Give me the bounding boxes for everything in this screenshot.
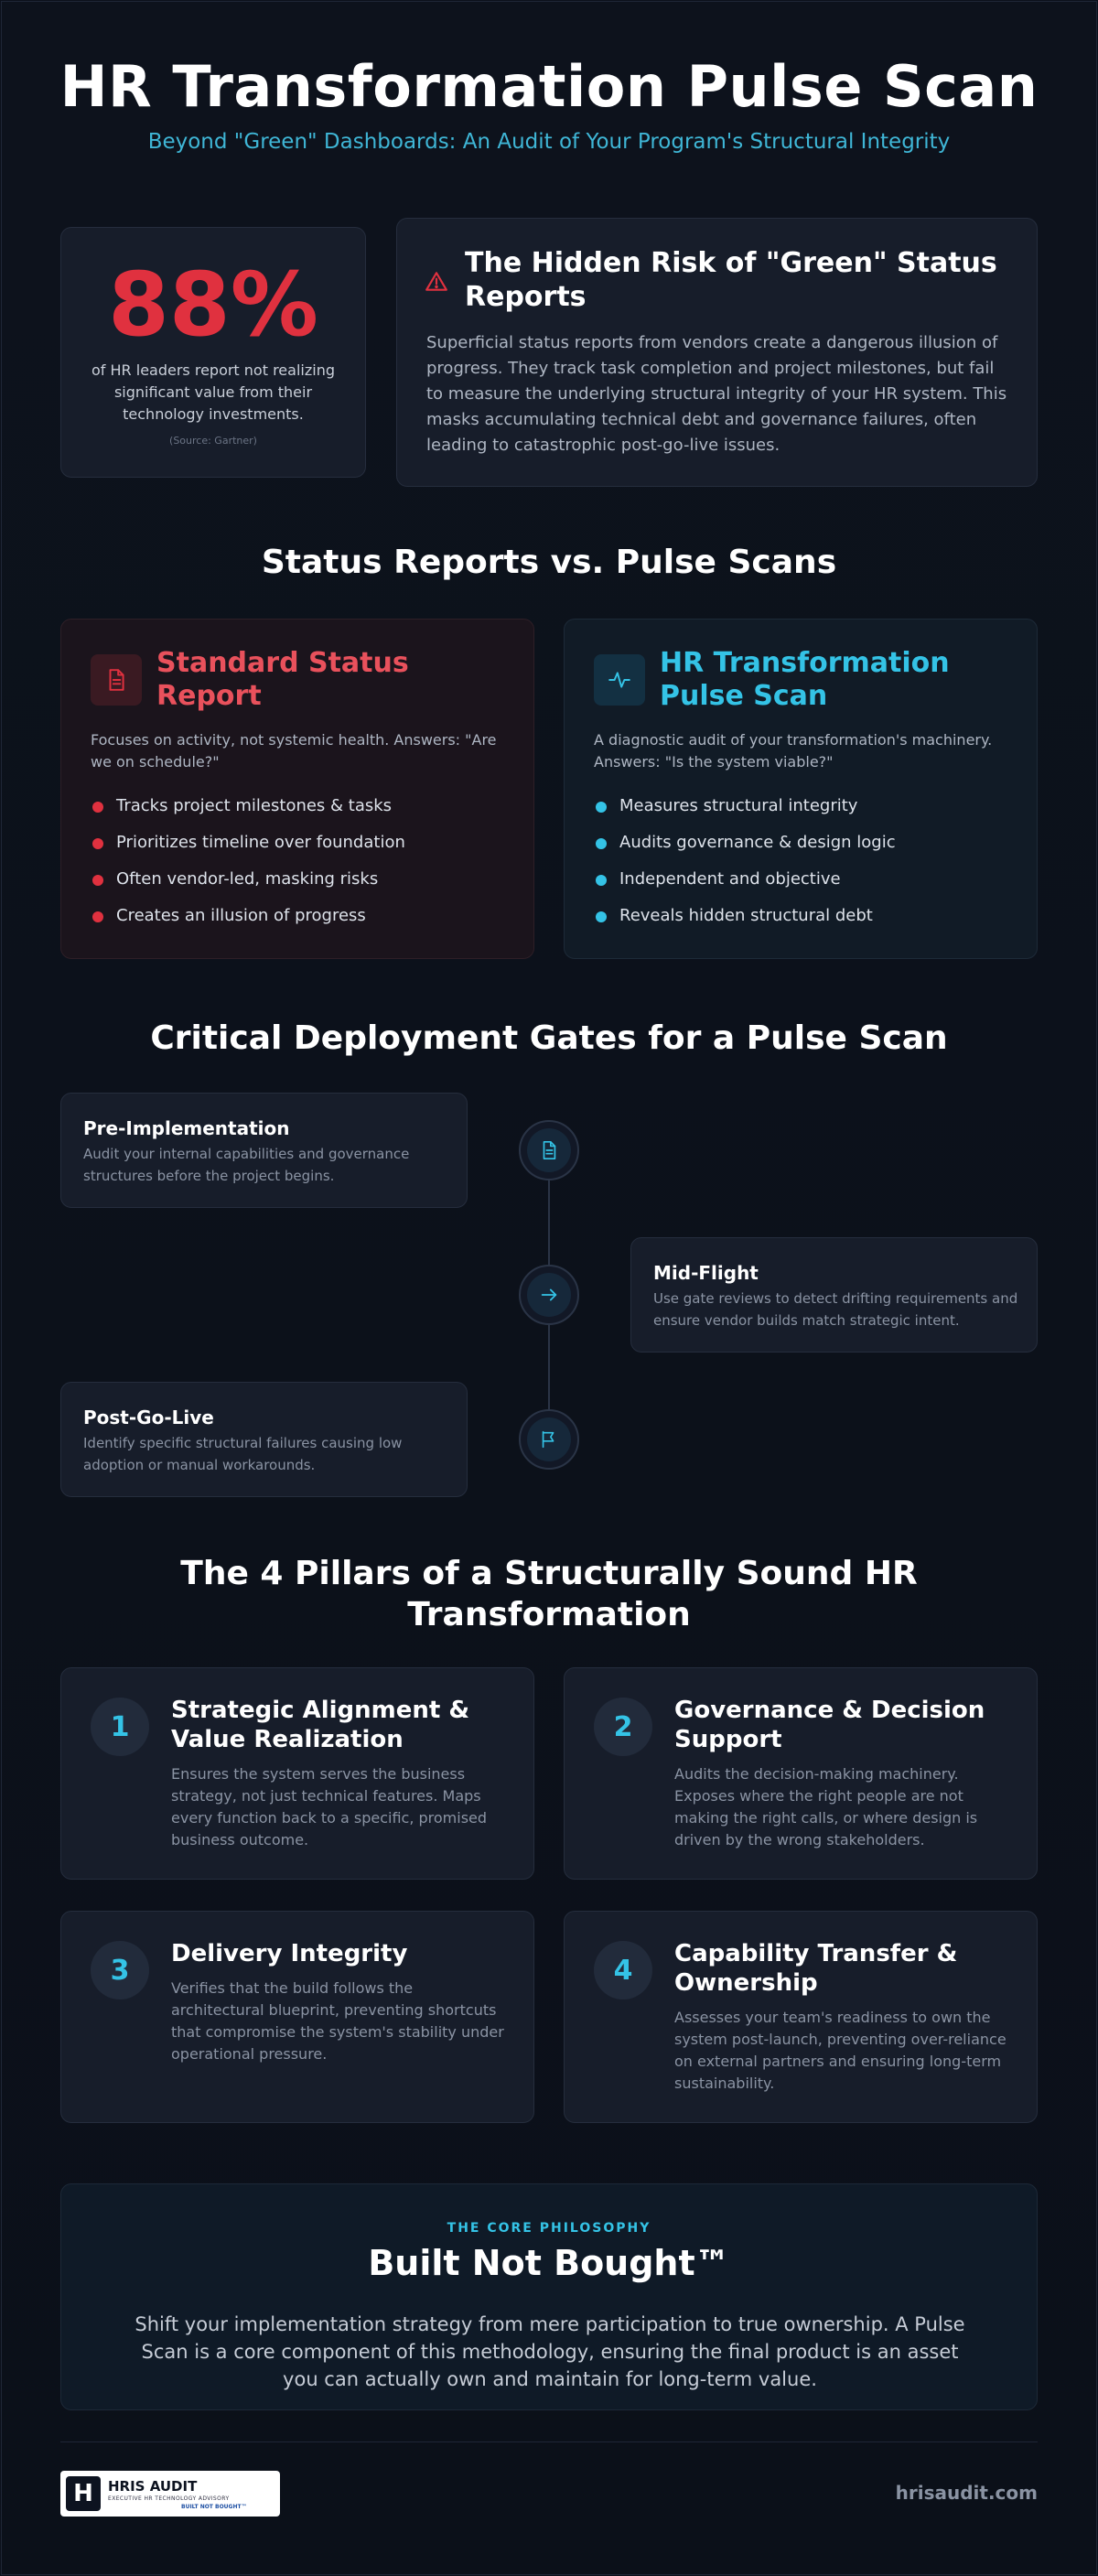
standard-report-list bbox=[91, 795, 511, 942]
gates-title: Critical Deployment Gates for a Pulse Scan bbox=[150, 1019, 948, 1057]
pillar-number: 4 bbox=[594, 1941, 652, 1999]
bullet-dot bbox=[596, 875, 607, 886]
stat-card bbox=[60, 227, 366, 478]
gate-card-pre-implementation: Pre-Implementation Audit your internal capabilities and governance structures before the project begins. bbox=[60, 1093, 468, 1208]
pillar-title: Capability Transfer & Ownership bbox=[674, 1940, 958, 1997]
stat-text: of HR leaders report not realizing significant value from their technology investments. bbox=[92, 361, 335, 423]
risk-card bbox=[396, 218, 1038, 487]
philosophy-body: Shift your implementation strategy from mere participation to true ownership. A Pulse Scan is a core component of this methodology, ensuring the final product is an asset you can actually own and maintain for long-term value. bbox=[135, 2313, 965, 2390]
logo-mark: H bbox=[66, 2476, 101, 2511]
pulse-icon bbox=[594, 654, 645, 706]
list-item: Creates an illusion of progress bbox=[91, 905, 511, 942]
stat-source: (Source: Gartner) bbox=[169, 435, 257, 447]
footer-divider bbox=[60, 2441, 1038, 2442]
document-icon bbox=[527, 1128, 571, 1172]
pillar-card-1 bbox=[60, 1667, 534, 1880]
list-item: Independent and objective bbox=[594, 868, 1015, 905]
bullet-dot bbox=[596, 838, 607, 849]
timeline-node-post-go-live bbox=[519, 1409, 579, 1470]
standard-report-card bbox=[60, 619, 534, 959]
document-icon bbox=[91, 654, 142, 706]
warning-triangle-icon bbox=[425, 270, 448, 297]
logo-tagline: EXECUTIVE HR TECHNOLOGY ADVISORY bbox=[108, 2495, 230, 2502]
stat-value: 88% bbox=[108, 253, 318, 356]
pulse-scan-title: HR Transformation Pulse Scan bbox=[660, 647, 950, 712]
timeline-node-pre-implementation bbox=[519, 1120, 579, 1180]
pillars-title: The 4 Pillars of a Structurally Sound HR Transformation bbox=[180, 1555, 918, 1633]
list-item: Reveals hidden structural debt bbox=[594, 905, 1015, 942]
philosophy-card bbox=[60, 2183, 1038, 2410]
risk-title: The Hidden Risk of "Green" Status Reports bbox=[465, 247, 997, 313]
standard-report-description: Focuses on activity, not systemic health. Answers: "Are we on schedule?" bbox=[91, 731, 497, 771]
pillar-number: 3 bbox=[91, 1941, 149, 1999]
pulse-scan-description: A diagnostic audit of your transformation's machinery. Answers: "Is the system viable?" bbox=[594, 731, 993, 771]
bullet-dot bbox=[92, 875, 103, 886]
list-item: Audits governance & design logic bbox=[594, 832, 1015, 868]
list-item: Often vendor-led, masking risks bbox=[91, 868, 511, 905]
bullet-dot bbox=[92, 802, 103, 813]
bullet-dot bbox=[596, 802, 607, 813]
pillar-card-4 bbox=[564, 1911, 1038, 2123]
pillar-description: Ensures the system serves the business strategy, not just technical features. Maps every function back to a specific, promised business outcome. bbox=[171, 1765, 488, 1848]
pillar-description: Audits the decision-making machinery. Exposes where the right people are not making the right calls, or where design is driven by the wrong stakeholders. bbox=[674, 1765, 978, 1848]
pillar-title: Strategic Alignment & Value Realization bbox=[171, 1697, 470, 1753]
gate-card-post-go-live: Post-Go-Live Identify specific structural failures causing low adoption or manual workarounds. bbox=[60, 1382, 468, 1497]
logo-name: HRIS AUDIT bbox=[108, 2478, 198, 2495]
pillar-description: Verifies that the build follows the architectural blueprint, preventing shortcuts that compromise the system's stability under operational pressure. bbox=[171, 1979, 504, 2063]
pillar-card-3 bbox=[60, 1911, 534, 2123]
pillar-number: 2 bbox=[594, 1698, 652, 1756]
pillar-title: Delivery Integrity bbox=[171, 1940, 408, 1967]
footer-site-link[interactable]: hrisaudit.com bbox=[895, 2482, 1038, 2504]
gate-card-mid-flight: Mid-Flight Use gate reviews to detect drifting requirements and ensure vendor builds match strategic intent. bbox=[630, 1237, 1038, 1353]
bullet-dot bbox=[92, 838, 103, 849]
bullet-dot bbox=[92, 911, 103, 922]
page-subtitle: Beyond "Green" Dashboards: An Audit of Your Program's Structural Integrity bbox=[147, 130, 951, 154]
philosophy-kicker: THE CORE PHILOSOPHY bbox=[447, 2221, 651, 2236]
philosophy-title: Built Not Bought™ bbox=[368, 2243, 730, 2283]
page-title: HR Transformation Pulse Scan bbox=[59, 53, 1039, 120]
arrow-right-icon bbox=[527, 1273, 571, 1317]
hris-audit-logo bbox=[60, 2471, 280, 2517]
risk-body: Superficial status reports from vendors create a dangerous illusion of progress. They track task completion and project milestones, but fail to measure the underlying structural integrity of your HR system. This masks accumulating technical debt and governance failures, often leading to catastrophic post-go-live issues. bbox=[426, 333, 1007, 455]
list-item: Tracks project milestones & tasks bbox=[91, 795, 511, 832]
logo-slogan: BUILT NOT BOUGHT™ bbox=[181, 2504, 247, 2510]
standard-report-title: Standard Status Report bbox=[156, 647, 409, 712]
comparison-title: Status Reports vs. Pulse Scans bbox=[261, 544, 837, 581]
list-item: Measures structural integrity bbox=[594, 795, 1015, 832]
pulse-scan-card bbox=[564, 619, 1038, 959]
timeline-node-mid-flight bbox=[519, 1265, 579, 1325]
bullet-dot bbox=[596, 911, 607, 922]
pulse-scan-list bbox=[594, 795, 1015, 942]
flag-icon bbox=[527, 1417, 571, 1461]
pillar-title: Governance & Decision Support bbox=[674, 1697, 985, 1753]
pillar-description: Assesses your team's readiness to own the system post-launch, preventing over-reliance on external partners and ensuring long-term sustainability. bbox=[674, 2009, 1006, 2092]
pillar-card-2 bbox=[564, 1667, 1038, 1880]
pillar-number: 1 bbox=[91, 1698, 149, 1756]
list-item: Prioritizes timeline over foundation bbox=[91, 832, 511, 868]
